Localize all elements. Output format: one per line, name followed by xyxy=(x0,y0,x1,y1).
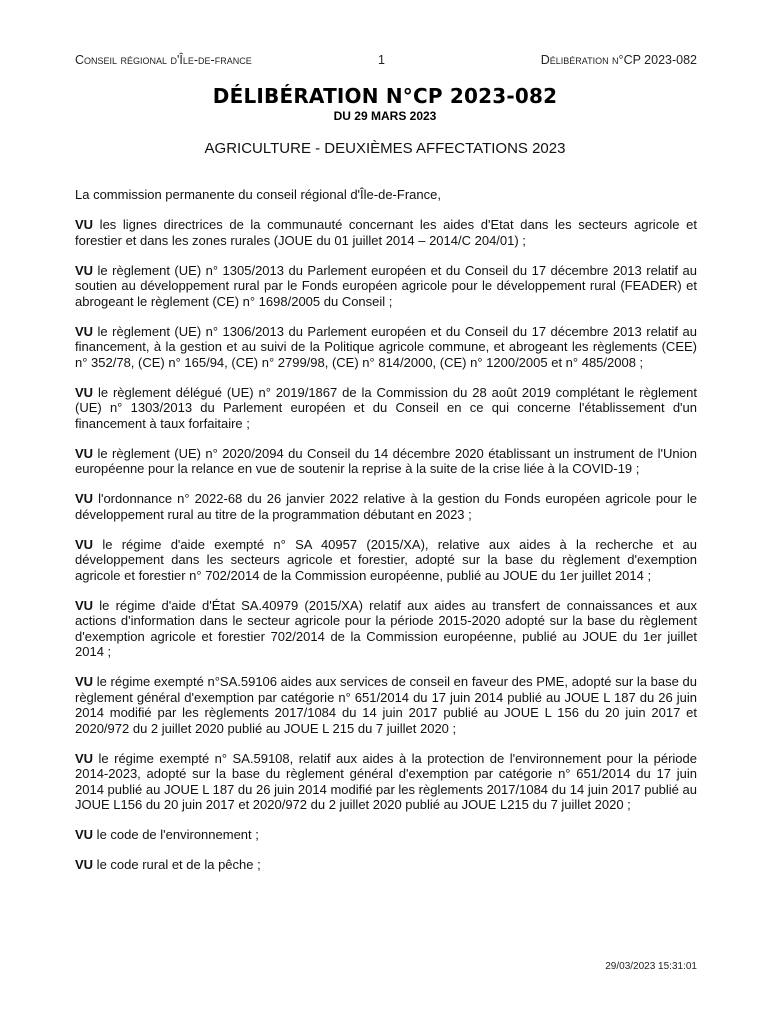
vu-keyword: VU xyxy=(75,827,94,842)
vu-text: le code rural et de la pêche ; xyxy=(93,857,261,872)
vu-paragraph xyxy=(75,263,697,310)
vu-text: le régime d'aide exempté n° SA 40957 (2015/XA), relative aux aides à la recherche et au développement dans les secteurs agricole et forestier, adopté sur la base du règlement d'exemption agricole et forestier n° 702/2014 de la Commission européenne, publié au JOUE du 1er juillet 2014 ; xyxy=(75,536,697,583)
vu-keyword: VU xyxy=(75,597,94,613)
vu-paragraph xyxy=(75,751,697,813)
document-body xyxy=(75,187,697,887)
header-deliberation-number: CP 2023-082 xyxy=(623,53,697,67)
vu-paragraph xyxy=(75,217,697,248)
vu-paragraph xyxy=(75,827,697,843)
vu-keyword: VU xyxy=(75,674,94,689)
vu-text: les lignes directrices de la communauté concernant les aides d'Etat dans les secteurs agricole et forestier et dans les zones rurales (JOUE du 01 juillet 2014 – 2014/C 204/01) ; xyxy=(75,217,697,248)
vu-text: le régime exempté n°SA.59106 aides aux services de conseil en faveur des PME, adopté sur la base du règlement général d'exemption par catégorie n° 651/2014 du 17 juin 2014 publié au JOUE L 187 du 26 juin 2014 modifié par les règlements 2017/1084 du 14 juin 2017 publié au JOUE L 156 du 20 juin 2017 et 2020/972 du 2 juillet 2020 publié au JOUE L 215 du 7 juillet 2020 ; xyxy=(75,674,697,736)
vu-paragraph xyxy=(75,537,697,584)
intro-paragraph: La commission permanente du conseil régional d'Île-de-France, xyxy=(75,187,441,202)
vu-text: le règlement (UE) n° 1306/2013 du Parlement européen et du Conseil du 17 décembre 2013 relatif au financement, à la gestion et au suivi de la Politique agricole commune, et abrogeant les règlements (CEE) n° 352/78, (CE) n° 165/94, (CE) n° 2799/98, (CE) n° 814/2000, (CE) n° 1200/2005 et n° 485/2008 ; xyxy=(75,323,697,370)
vu-text: le régime exempté n° SA.59108, relatif aux aides à la protection de l'environnement pour la période 2014-2023, adopté sur la base du règlement général d'exemption par catégorie n° 651/2014 du 17 juin 2014 publié au JOUE L 187 du 26 juin 2014 modifié par les règlements 2017/1084 du 14 juin 2017 publié au JOUE L156 du 20 juin 2017 et 2020/972 du 2 juillet 2020 publié au JOUE L215 du 7 juillet 2020 ; xyxy=(75,750,697,812)
vu-text: le règlement (UE) n° 1305/2013 du Parlement européen et du Conseil du 17 décembre 2013 relatif au soutien au développement rural par le Fonds européen agricole pour le développement rural (FEADER) et abrogeant le règlement (CE) n° 1698/2005 du Conseil ; xyxy=(75,262,697,309)
vu-keyword: VU xyxy=(75,323,94,339)
footer-timestamp: 29/03/2023 15:31:01 xyxy=(605,961,697,972)
vu-paragraph xyxy=(75,324,697,371)
vu-paragraph xyxy=(75,491,697,522)
section-heading: AGRICULTURE - DEUXIÈMES AFFECTATIONS 2023 xyxy=(204,140,566,157)
header-page-number: 1 xyxy=(378,53,385,67)
vu-text: le régime d'aide d'État SA.40979 (2015/XA) relatif aux aides au transfert de connaissances et aux actions d'information dans le secteur agricole pour la période 2015-2020 adopté sur la base du règlement d'exemption agricole et forestier 702/2014 de la Commission européenne, publié au JOUE du 1er juillet 2014 ; xyxy=(75,597,697,659)
vu-paragraph xyxy=(75,385,697,432)
vu-paragraph xyxy=(75,598,697,660)
vu-keyword: VU xyxy=(75,384,94,400)
vu-keyword: VU xyxy=(75,750,94,766)
header-left xyxy=(75,53,252,67)
vu-text: l'ordonnance n° 2022-68 du 26 janvier 2022 relative à la gestion du Fonds européen agricole pour le développement rural au titre de la programmation débutant en 2023 ; xyxy=(75,491,697,522)
vu-keyword: VU xyxy=(75,857,94,872)
vu-paragraph xyxy=(75,446,697,477)
vu-text: le règlement (UE) n° 2020/2094 du Conseil du 14 décembre 2020 établissant un instrument de l'Union européenne pour la relance en vue de soutenir la reprise à la suite de la crise liée à la COVID-19 ; xyxy=(75,445,697,476)
vu-keyword: VU xyxy=(75,491,94,506)
vu-paragraph xyxy=(75,674,697,736)
vu-keyword: VU xyxy=(75,445,94,461)
vu-text: le code de l'environnement ; xyxy=(93,827,259,842)
page-title: DÉLIBÉRATION N°CP 2023-082 xyxy=(212,84,558,108)
page-subtitle-date: DU 29 MARS 2023 xyxy=(333,109,437,123)
vu-keyword: VU xyxy=(75,262,94,278)
vu-keyword: VU xyxy=(75,217,94,232)
header-right xyxy=(541,53,697,67)
header-council-name: Conseil régional d'Île-de-france xyxy=(75,53,252,67)
header-deliberation-label: Délibération n° xyxy=(540,53,624,67)
vu-keyword: VU xyxy=(75,536,94,552)
vu-paragraph xyxy=(75,857,697,873)
vu-text: le règlement délégué (UE) n° 2019/1867 de la Commission du 28 août 2019 complétant le règlement (UE) n° 1303/2013 du Parlement européen et du Conseil en ce qui concerne l'établissement d'un financement à taux forfaitaire ; xyxy=(75,384,697,431)
